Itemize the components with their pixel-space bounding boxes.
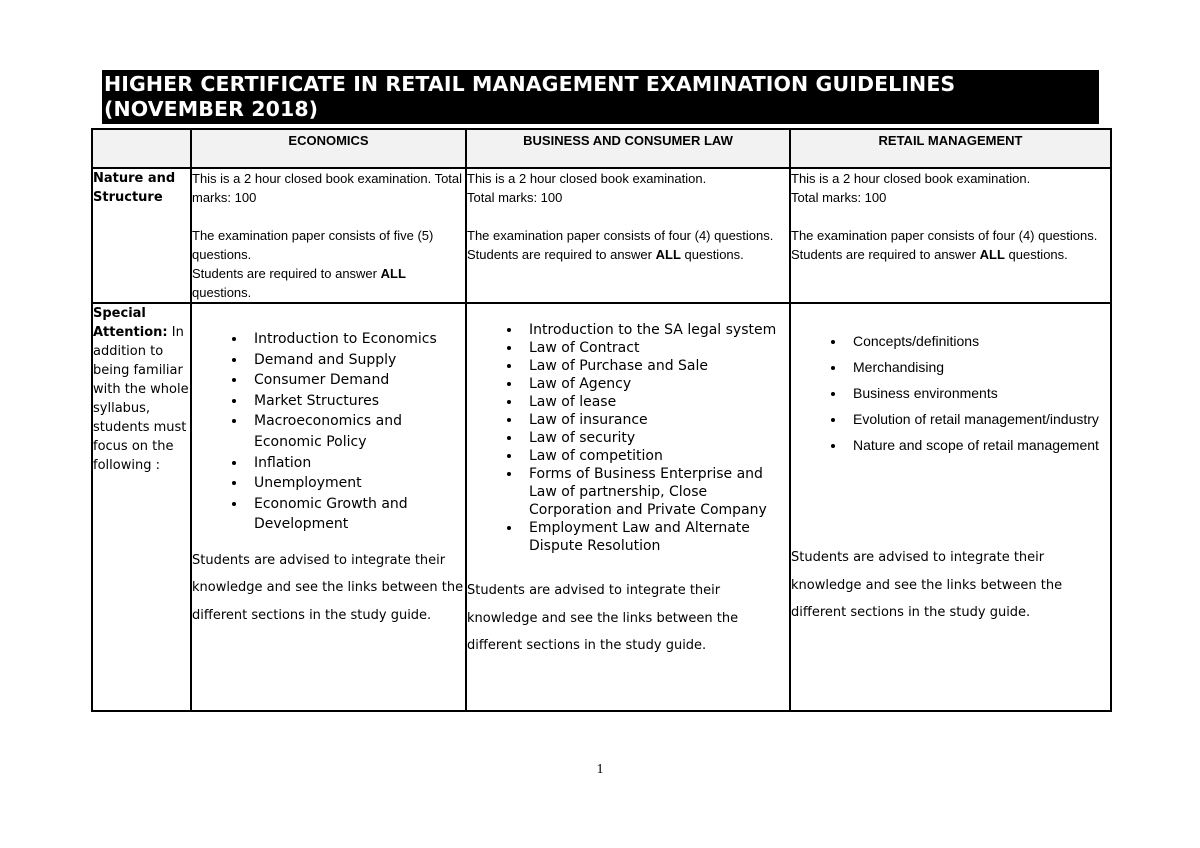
law-answer-instruction [467,245,789,264]
header-corner-cell [92,129,191,168]
law-topics-cell [466,303,790,711]
topic-list-item: • Law of security [522,429,789,447]
topic-list-item: • Evolution of retail management/industry [846,406,1110,432]
topic-list-item: • Macroeconomics and Economic Policy [247,411,465,452]
special-attention-note: In addition to being familiar with the whole syllabus, students must focus on the following : [93,325,189,473]
topic-list-item: • Introduction to Economics [247,329,465,350]
economics-nature-cell [191,168,466,303]
topic-list-item: • Economic Growth and Development [247,494,465,535]
topic-list-item: • Law of Purchase and Sale [522,357,789,375]
topic-list-item: • Introduction to the SA legal system [522,321,789,339]
answer-emphasis: ALL [979,247,1005,262]
topic-list-item: • Nature and scope of retail management [846,432,1110,458]
law-exam-format: This is a 2 hour closed book examination. [467,171,707,186]
column-header-economics: ECONOMICS [191,129,466,168]
document-title: HIGHER CERTIFICATE IN RETAIL MANAGEMENT EXAMINATION GUIDELINES (NOVEMBER 2018) [102,70,1099,124]
header-row [92,129,1111,168]
retail-topic-list [791,328,1110,458]
topic-list-item: • Merchandising [846,354,1110,380]
column-header-law: BUSINESS AND CONSUMER LAW [466,129,790,168]
economics-topic-list [192,329,465,535]
page-number: 1 [596,762,604,777]
topic-list-item: • Concepts/definitions [846,328,1110,354]
topic-list-item: • Law of Contract [522,339,789,357]
retail-advice: Students are advised to integrate their knowledge and see the links between the different sections in the study guide. [791,550,1063,620]
topic-list-item: • Law of lease [522,393,789,411]
topic-list-item: • Demand and Supply [247,350,465,371]
answer-text: Students are required to answer [791,247,980,262]
topic-list-item: • Unemployment [247,473,465,494]
retail-nature-cell [790,168,1111,303]
topic-list-item: • Market Structures [247,391,465,412]
economics-exam-format: This is a 2 hour closed book examination. Total marks: 100 [192,171,463,205]
answer-text-end: questions. [192,285,252,300]
retail-question-count: The examination paper consists of four (4) questions. [791,228,1098,243]
answer-text: Students are required to answer [467,247,656,262]
law-question-count: The examination paper consists of four (4) questions. [467,228,774,243]
topic-list-item: • Law of Agency [522,375,789,393]
economics-topics-cell [191,303,466,711]
law-total-marks: Total marks: 100 [467,190,563,205]
topic-list-item: • Forms of Business Enterprise and Law of partnership, Close Corporation and Private Company [522,465,789,519]
topic-list-item: • Law of insurance [522,411,789,429]
topic-list-item: • Consumer Demand [247,370,465,391]
economics-answer-instruction [192,264,465,302]
special-attention-row [92,303,1111,711]
special-attention-label: Special Attention: [93,306,168,340]
retail-topics-cell [790,303,1111,711]
topic-list-item: • Employment Law and Alternate Dispute Resolution [522,519,789,555]
law-advice: Students are advised to integrate their knowledge and see the links between the different sections in the study guide. [467,583,739,653]
nature-structure-label-cell [92,168,191,303]
economics-advice: Students are advised to integrate their knowledge and see the links between the different sections in the study guide. [192,552,464,623]
column-header-retail: RETAIL MANAGEMENT [790,129,1111,168]
answer-text: Students are required to answer [192,266,381,281]
answer-text-end: questions. [680,247,744,262]
retail-answer-instruction [791,245,1110,264]
retail-exam-format: This is a 2 hour closed book examination. [791,171,1031,186]
economics-question-count: The examination paper consists of five (5) questions. [192,228,434,262]
law-topic-list [467,321,789,555]
nature-structure-label: Nature and Structure [93,171,176,205]
answer-text-end: questions. [1004,247,1068,262]
topic-list-item: • Inflation [247,453,465,474]
topic-list-item: • Law of competition [522,447,789,465]
nature-structure-row [92,168,1111,303]
topic-list-item: • Business environments [846,380,1110,406]
answer-emphasis: ALL [655,247,681,262]
answer-emphasis: ALL [380,266,406,281]
guidelines-table [91,128,1112,712]
special-attention-label-cell [92,303,191,711]
retail-total-marks: Total marks: 100 [791,190,887,205]
law-nature-cell [466,168,790,303]
